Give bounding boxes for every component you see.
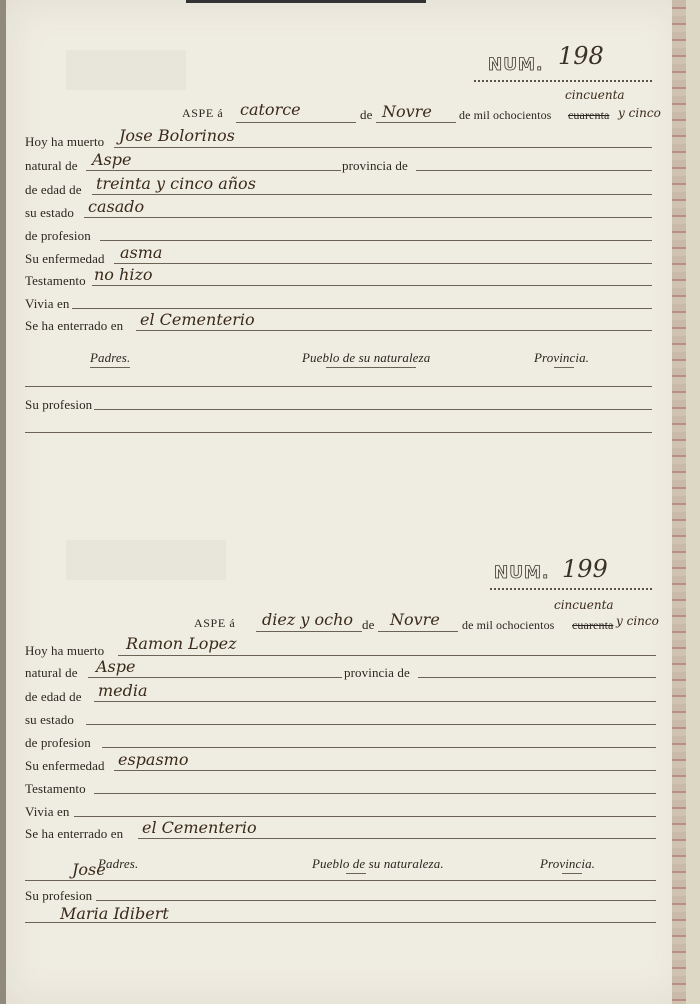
year-insert: cincuenta <box>554 598 614 612</box>
date-day: catorce <box>240 100 301 119</box>
col-pueblo: Pueblo de su naturaleza <box>302 350 431 365</box>
rule <box>25 922 656 923</box>
bleed-through <box>66 540 226 580</box>
register-page <box>6 0 686 1004</box>
rule <box>138 838 656 839</box>
rule <box>416 170 652 171</box>
date-month: Novre <box>390 610 440 629</box>
estado-value: casado <box>88 197 145 216</box>
label-enfermedad: Su enfermedad <box>25 758 105 773</box>
rule <box>114 263 652 264</box>
date-day: diez y ocho <box>262 610 353 629</box>
label-edad: de edad de <box>25 182 82 197</box>
year-tail: y cinco <box>616 614 659 628</box>
rule <box>136 330 652 331</box>
label-vivia-en: Vivia en <box>25 804 70 819</box>
rule <box>25 386 652 387</box>
date-de: de <box>360 107 373 122</box>
page-edge <box>672 0 686 1004</box>
testamento-value: no hizo <box>94 265 153 284</box>
rule <box>25 432 652 433</box>
col-underline <box>326 367 416 368</box>
col-underline <box>562 873 582 874</box>
label-su-profesion: Su profesion <box>25 888 93 903</box>
rule <box>96 900 656 901</box>
number-dotted-rule <box>474 80 652 82</box>
rule <box>94 793 656 794</box>
label-provincia: provincia de <box>342 158 408 173</box>
label-estado: su estado <box>25 205 74 220</box>
label-provincia: provincia de <box>344 665 410 680</box>
rule <box>72 308 652 309</box>
rule <box>74 816 656 817</box>
label-profesion: de profesion <box>25 228 91 243</box>
date-de: de <box>362 617 375 632</box>
label-enterrado: Se ha enterrado en <box>25 318 124 333</box>
deceased-name: Ramon Lopez <box>126 634 237 653</box>
date-month-line <box>378 631 458 632</box>
rule <box>86 724 656 725</box>
rule <box>94 409 652 410</box>
year-insert: cincuenta <box>565 88 625 102</box>
label-hoy-ha-muerto: Hoy ha muerto <box>25 643 105 658</box>
date-month: Novre <box>382 102 432 121</box>
edad-value: media <box>98 681 148 700</box>
number-dotted-rule <box>490 588 652 590</box>
rule <box>100 240 652 241</box>
col-padres: Padres. <box>90 350 131 365</box>
natural-value: Aspe <box>92 150 132 169</box>
date-suffix: de mil ochocientos <box>459 108 552 122</box>
rule <box>92 285 652 286</box>
label-hoy-ha-muerto: Hoy ha muerto <box>25 134 105 149</box>
rule <box>86 170 341 171</box>
label-natural-de: natural de <box>25 665 78 680</box>
natural-value: Aspe <box>96 657 136 676</box>
entry-number-value: 198 <box>558 42 604 70</box>
page-top-shadow <box>186 0 426 3</box>
col-provincia: Provincia. <box>540 856 596 871</box>
rule <box>84 217 652 218</box>
date-day-line <box>236 122 356 123</box>
label-su-profesion: Su profesion <box>25 397 93 412</box>
enterrado-value: el Cementerio <box>140 310 255 329</box>
label-testamento: Testamento <box>25 781 86 796</box>
label-estado: su estado <box>25 712 74 727</box>
label-profesion: de profesion <box>25 735 91 750</box>
entry-number-value: 199 <box>562 555 608 583</box>
rule <box>102 747 656 748</box>
enfermedad-value: espasmo <box>118 750 189 769</box>
col-underline <box>346 873 366 874</box>
place-label: ASPE á <box>194 616 236 630</box>
year-tail: y cinco <box>618 106 661 120</box>
date-day-line <box>256 631 362 632</box>
col-provincia: Provincia. <box>534 350 590 365</box>
rule <box>25 880 656 881</box>
rule <box>418 677 656 678</box>
rule <box>92 194 652 195</box>
year-struck: cuarenta <box>572 618 614 632</box>
bleed-through <box>66 50 186 90</box>
date-suffix: de mil ochocientos <box>462 618 555 632</box>
rule <box>114 770 656 771</box>
col-underline <box>90 367 130 368</box>
date-month-line <box>376 122 456 123</box>
label-enterrado: Se ha enterrado en <box>25 826 124 841</box>
rule <box>114 147 652 148</box>
rule <box>88 677 342 678</box>
col-pueblo: Pueblo de su naturaleza. <box>312 856 444 871</box>
edad-value: treinta y cinco años <box>96 174 256 193</box>
label-natural-de: natural de <box>25 158 78 173</box>
enfermedad-value: asma <box>120 243 163 262</box>
place-label: ASPE á <box>182 106 224 120</box>
year-struck: cuarenta <box>568 108 610 122</box>
label-enfermedad: Su enfermedad <box>25 251 105 266</box>
madre-value: Maria Idibert <box>60 904 169 923</box>
col-underline <box>554 367 574 368</box>
rule <box>94 701 656 702</box>
rule <box>118 655 656 656</box>
entry-number-label: NUM. <box>494 563 550 583</box>
label-edad: de edad de <box>25 689 82 704</box>
padre-value: Jose <box>72 860 106 879</box>
deceased-name: Jose Bolorinos <box>119 126 235 145</box>
label-testamento: Testamento <box>25 273 86 288</box>
enterrado-value: el Cementerio <box>142 818 257 837</box>
label-vivia-en: Vivia en <box>25 296 70 311</box>
entry-number-label: NUM. <box>488 55 544 75</box>
col-padres: Padres. <box>98 856 139 871</box>
